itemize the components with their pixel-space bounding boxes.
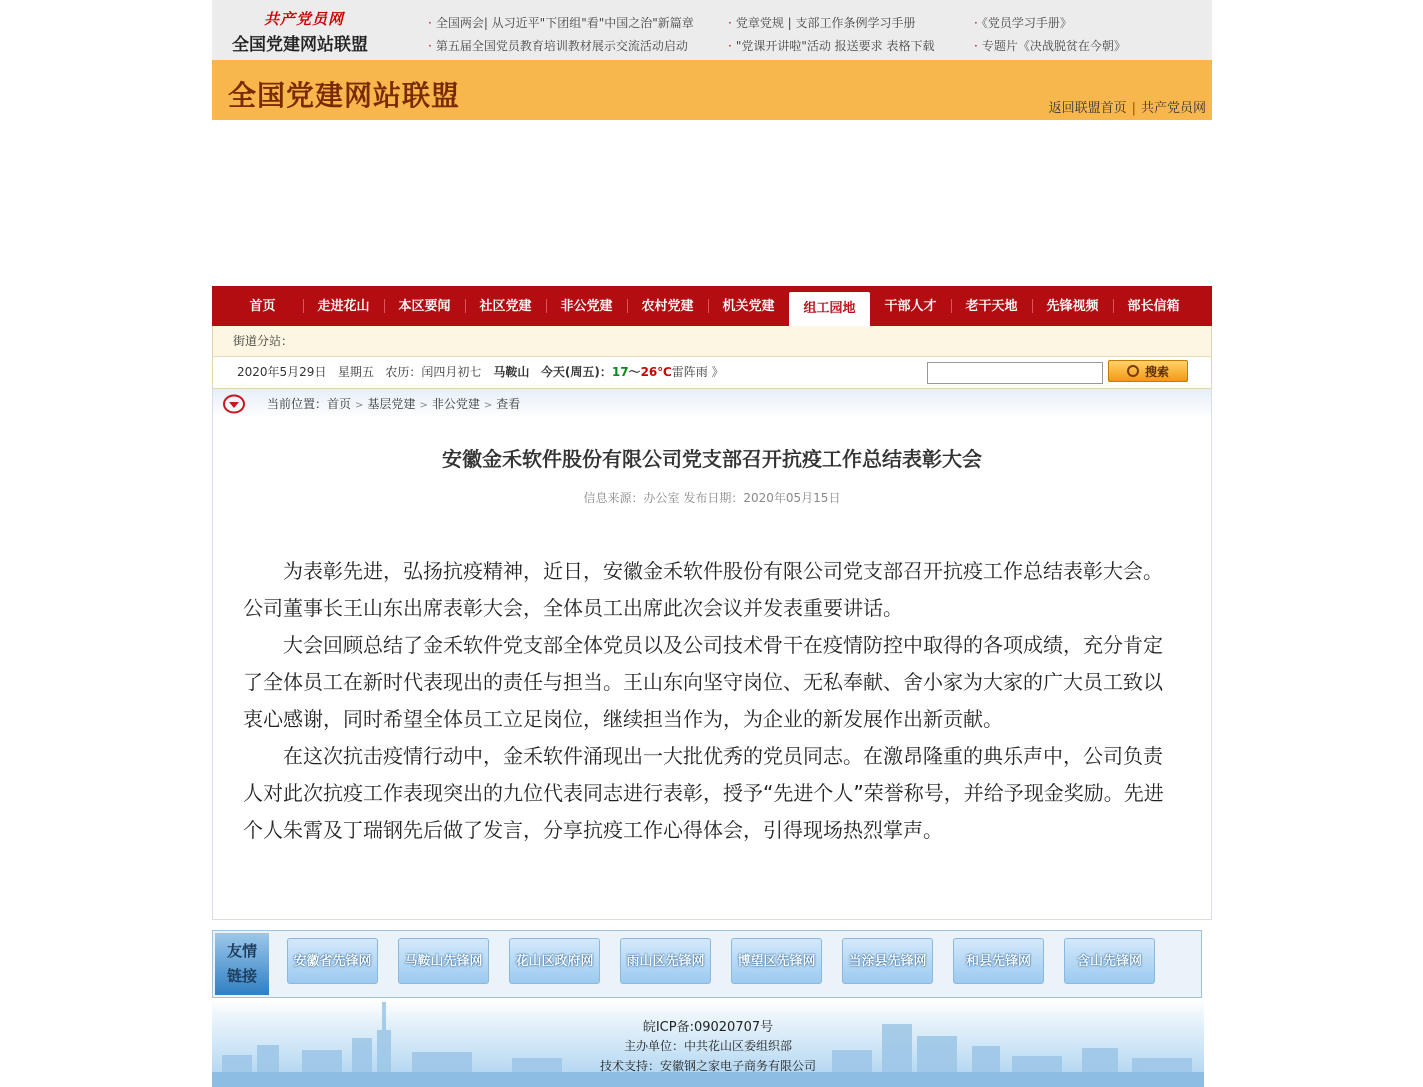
nav-item-community[interactable]: 社区党建: [465, 286, 546, 326]
temp-high: 26℃: [640, 365, 672, 379]
top-link[interactable]: · 党章党规 | 支部工作条例学习手册: [728, 16, 916, 30]
nav-item-mailbox[interactable]: 部长信箱: [1113, 286, 1194, 326]
article-paragraph: 为表彰先进，弘扬抗疫精神，近日，安徽金禾软件股份有限公司党支部召开抗疫工作总结表彰大会。公司董事长王山东出席表彰大会，全体员工出席此次会议并发表重要讲话。: [243, 559, 1163, 620]
chevron-right-icon: >: [483, 400, 493, 411]
top-link[interactable]: · 《党员学习手册》: [974, 16, 1072, 30]
weather-more-icon[interactable]: 》: [711, 365, 724, 379]
ad-space: [212, 120, 1212, 286]
search-input[interactable]: [927, 362, 1103, 384]
nav-item-news[interactable]: 本区要闻: [384, 286, 465, 326]
date-text: 2020年5月29日: [237, 365, 327, 379]
footer: [212, 1000, 1204, 1087]
friend-link-huashan[interactable]: 花山区政府网: [509, 938, 600, 984]
host-organization: 主办单位：中共花山区委组织部: [623, 1039, 792, 1053]
article-paragraph: 大会回顾总结了金禾软件党支部全体党员以及公司技术骨干在疫情防控中取得的各项成绩，充分肯定了全体员工在新时代表现出的责任与担当。王山东向坚守岗位、无私奉献、舍小家为大家的广大员工致以衷心感谢，同时希望全体员工立足岗位，继续担当作为，为企业的新发展作出新贡献。: [243, 633, 1163, 731]
article-body: [243, 553, 1169, 849]
search-icon: [1127, 365, 1139, 377]
date-weather-bar: [212, 356, 1212, 389]
breadcrumb-label: 当前位置：: [267, 397, 328, 411]
breadcrumb-home[interactable]: 首页: [327, 397, 352, 411]
breadcrumb-view: 查看: [496, 397, 521, 411]
breadcrumb-bar: [213, 389, 1211, 419]
friend-link-dangtu[interactable]: 当涂县先锋网: [842, 938, 933, 984]
top-bar: [212, 0, 1212, 60]
party-member-link[interactable]: 共产党员网: [1140, 101, 1206, 116]
weather-today: 今天(周五)：: [540, 365, 612, 379]
friend-links-label-line: 友情: [226, 942, 257, 960]
top-links-col2: [728, 12, 935, 58]
weekday-text: 星期五: [337, 365, 374, 379]
banner-title: 全国党建网站联盟: [228, 79, 461, 112]
friend-link-hanshan[interactable]: 含山先锋网: [1064, 938, 1155, 984]
temp-sep: ～: [628, 365, 641, 379]
top-link[interactable]: · "党课开讲啦"活动 报送要求 表格下载: [728, 39, 935, 53]
icp-record[interactable]: 皖ICP备:09020707号: [642, 1020, 774, 1035]
site-logo-title[interactable]: 全国党建网站联盟: [232, 35, 368, 55]
friend-links-label-line: 链接: [226, 967, 257, 985]
breadcrumb: [267, 389, 520, 421]
banner-links: [1049, 97, 1206, 116]
street-station-bar: [212, 326, 1212, 356]
friend-links: [212, 930, 1202, 998]
nav-item-cadres[interactable]: 干部人才: [884, 299, 937, 314]
main-nav: [212, 286, 1212, 326]
street-station-label: 街道分站：: [233, 334, 294, 348]
article-title: 安徽金禾软件股份有限公司党支部召开抗疫工作总结表彰大会: [442, 447, 982, 471]
top-link[interactable]: · 第五届全国党员教育培训教材展示交流活动启动: [428, 39, 688, 53]
nav-item-about[interactable]: 走进花山: [303, 286, 384, 326]
article-meta: 信息来源：办公室 发布日期：2020年05月15日: [583, 491, 841, 505]
weather-city: 马鞍山: [493, 365, 530, 379]
divider: |: [1131, 101, 1136, 116]
chevron-right-icon: >: [419, 400, 428, 411]
friend-link-maanshan[interactable]: 马鞍山先锋网: [398, 938, 489, 984]
site-logo-script[interactable]: 共产党员网: [264, 10, 345, 28]
friend-link-hexian[interactable]: 和县先锋网: [953, 938, 1044, 984]
chevron-right-icon: >: [355, 400, 364, 411]
article-panel: [212, 389, 1212, 920]
nav-item-nonpublic[interactable]: 非公党建: [546, 286, 627, 326]
top-links-col1: [428, 12, 694, 58]
weather-desc: 雷阵雨: [671, 365, 708, 379]
top-link[interactable]: · 专题片《决战脱贫在今朝》: [974, 39, 1126, 53]
friend-links-label: [215, 933, 269, 995]
search-button-label: 搜索: [1144, 365, 1169, 379]
article-paragraph: 在这次抗击疫情行动中，金禾软件涌现出一大批优秀的党员同志。在激昂隆重的典乐声中，公司负责人对此次抗疫工作表现突出的九位代表同志进行表彰，授予“先进个人”荣誉称号，并给予现金奖励。先进个人朱霄及丁瑞钢先后做了发言，分享抗疫工作心得体会，引得现场热烈掌声。: [243, 744, 1164, 842]
return-home-link[interactable]: 返回联盟首页: [1048, 101, 1127, 116]
party-emblem-icon: [223, 394, 245, 414]
temp-low: 17: [611, 365, 629, 379]
top-links-col3: [974, 12, 1126, 58]
breadcrumb-nonpublic[interactable]: 非公党建: [431, 397, 480, 411]
nav-item-organization[interactable]: 组工园地: [789, 292, 870, 326]
nav-item-home[interactable]: 首页: [249, 299, 276, 314]
banner: [212, 60, 1212, 120]
search-button[interactable]: [1108, 360, 1188, 382]
date-weather: [237, 357, 724, 388]
friend-link-bowang[interactable]: 博望区先锋网: [731, 938, 822, 984]
nav-item-video[interactable]: 先锋视频: [1032, 286, 1113, 326]
nav-item-veterans[interactable]: 老干天地: [951, 286, 1032, 326]
tech-support: 技术支持：安徽钢之家电子商务有限公司: [599, 1059, 816, 1073]
breadcrumb-grassroots[interactable]: 基层党建: [367, 397, 416, 411]
nav-item-rural[interactable]: 农村党建: [627, 286, 708, 326]
lunar-date: 农历：闰四月初七: [385, 365, 482, 379]
top-link[interactable]: · 全国两会| 从习近平"下团组"看"中国之治"新篇章: [428, 16, 694, 30]
nav-item-agency[interactable]: 机关党建: [708, 286, 789, 326]
friend-link-yushan[interactable]: 雨山区先锋网: [620, 938, 711, 984]
friend-link-anhui[interactable]: 安徽省先锋网: [287, 938, 378, 984]
